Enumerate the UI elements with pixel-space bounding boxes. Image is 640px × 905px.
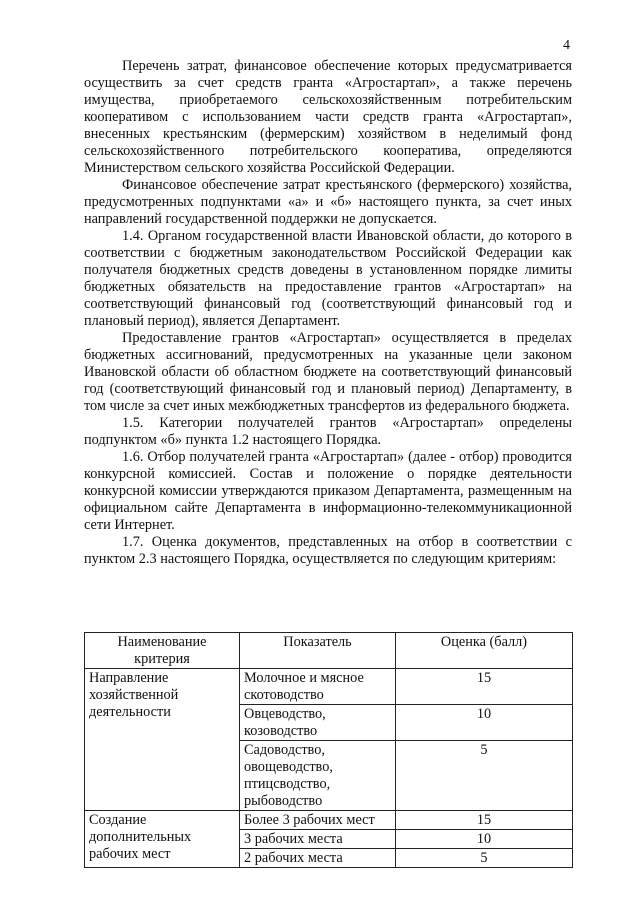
criterion-cell: Направление хозяйственной деятельности	[85, 669, 240, 811]
paragraph-financing-restriction: Финансовое обеспечение затрат крестьянского (фермерского) хозяйства, предусмотренных подпунктами «а» и «б» настоящего пункта, за счет иных направлений государственной поддержки не допускается.	[84, 177, 572, 227]
criteria-table	[84, 632, 573, 868]
document-body	[84, 58, 572, 568]
header-score: Оценка (балл)	[396, 633, 573, 669]
header-criterion: Наименование критерия	[85, 633, 240, 669]
paragraph-1-4: 1.4. Органом государственной власти Ивановской области, до которого в соответствии с бюджетным законодательством Российской Федерации как получателя бюджетных средств доведены в установленном порядке лимиты бюджетных обязательств на предоставление грантов «Агростартап» на соответствующий финансовый год (соответствующий финансовый год и плановый период), является Департамент.	[84, 228, 572, 329]
score-cell: 15	[396, 811, 573, 830]
score-cell: 10	[396, 705, 573, 741]
table-header-row	[85, 633, 573, 669]
score-cell: 5	[396, 741, 573, 811]
indicator-cell: Молочное и мясное скотоводство	[240, 669, 396, 705]
table-row	[85, 669, 573, 705]
table-row	[85, 811, 573, 830]
page-number: 4	[563, 38, 570, 53]
indicator-cell: 2 рабочих места	[240, 849, 396, 868]
indicator-cell: Более 3 рабочих мест	[240, 811, 396, 830]
score-cell: 15	[396, 669, 573, 705]
paragraph-grant-provision: Предоставление грантов «Агростартап» осуществляется в пределах бюджетных ассигнований, предусмотренных на указанные цели законом Ивановской области об областном бюджете на соответствующий финансовый год (соответствующий финансовый год и плановый период) Департаменту, в том числе за счет иных межбюджетных трансфертов из федерального бюджета.	[84, 330, 572, 414]
indicator-cell: 3 рабочих места	[240, 830, 396, 849]
paragraph-1-5: 1.5. Категории получателей грантов «Агростартап» определены подпунктом «б» пункта 1.2 настоящего Порядка.	[84, 415, 572, 448]
score-cell: 10	[396, 830, 573, 849]
paragraph-1-7: 1.7. Оценка документов, представленных на отбор в соответствии с пунктом 2.3 настоящего Порядка, осуществляется по следующим критериям:	[84, 534, 572, 567]
score-cell: 5	[396, 849, 573, 868]
paragraph-expense-list: Перечень затрат, финансовое обеспечение которых предусматривается осуществить за счет средств гранта «Агростартап», а также перечень имущества, приобретаемого сельскохозяйственным потребительским кооперативом с использованием части средств гранта «Агростартап», внесенных крестьянским (фермерским) хозяйством в неделимый фонд сельскохозяйственного потребительского кооператива, определяются Министерством сельского хозяйства Российской Федерации.	[84, 58, 572, 176]
criterion-cell: Создание дополнительных рабочих мест	[85, 811, 240, 868]
indicator-cell: Овцеводство, козоводство	[240, 705, 396, 741]
header-indicator: Показатель	[240, 633, 396, 669]
paragraph-1-6: 1.6. Отбор получателей гранта «Агростартап» (далее - отбор) проводится конкурсной комиссией. Состав и положение о порядке деятельности конкурсной комиссии утверждаются приказом Департамента, размещенным на официальном сайте Департамента в информационно-телекоммуникационной сети Интернет.	[84, 449, 572, 533]
indicator-cell: Садоводство, овощеводство, птицсводство, рыбоводство	[240, 741, 396, 811]
